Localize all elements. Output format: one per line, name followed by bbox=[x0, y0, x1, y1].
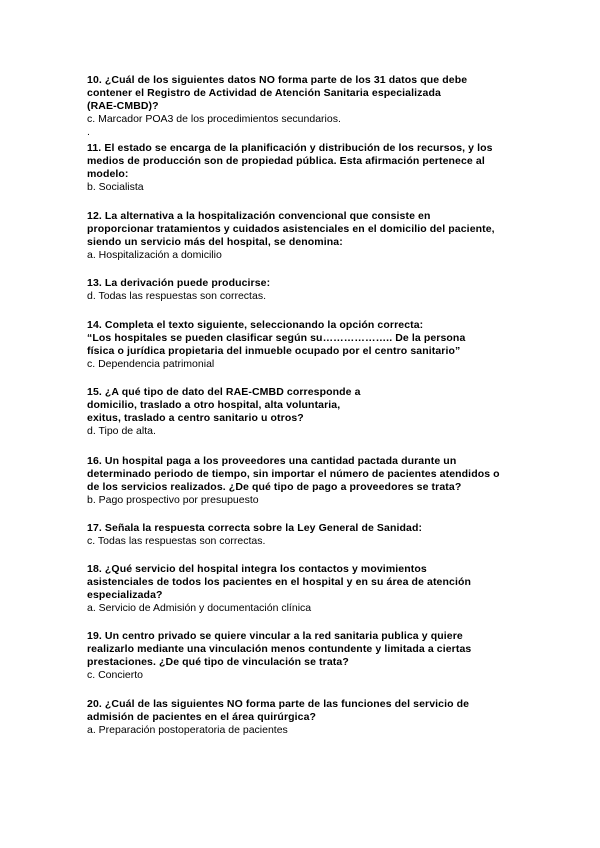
question-14 bbox=[87, 319, 527, 371]
question-line: determinado periodo de tiempo, sin importar el número de pacientes atendidos o bbox=[87, 468, 500, 480]
answer-text: a. Servicio de Admisión y documentación clínica bbox=[87, 602, 312, 614]
question-line: “Los hospitales se pueden clasificar según su……………….. De la persona bbox=[87, 332, 466, 344]
question-line: medios de producción son de propiedad pública. Esta afirmación pertenece al bbox=[87, 155, 485, 167]
question-line: (RAE-CMBD)? bbox=[87, 100, 159, 112]
answer-text: b. Pago prospectivo por presupuesto bbox=[87, 494, 259, 506]
answer-text: a. Hospitalización a domicilio bbox=[87, 249, 222, 261]
answer-text: c. Marcador POA3 de los procedimientos secundarios. bbox=[87, 113, 341, 125]
answer-text: a. Preparación postoperatoria de pacientes bbox=[87, 724, 288, 736]
question-line: proporcionar tratamientos y cuidados asistenciales en el domicilio del paciente, bbox=[87, 223, 495, 235]
question-text bbox=[87, 386, 527, 425]
question-line: siendo un servicio más del hospital, se denomina: bbox=[87, 236, 343, 248]
question-13 bbox=[87, 277, 527, 303]
question-line: modelo: bbox=[87, 168, 129, 180]
question-line: 16. Un hospital paga a los proveedores una cantidad pactada durante un bbox=[87, 455, 457, 467]
question-line: asistenciales de todos los pacientes en el hospital y en su área de atención bbox=[87, 576, 471, 588]
question-text bbox=[87, 698, 527, 724]
answer-text: c. Concierto bbox=[87, 669, 144, 681]
answer-text: d. Tipo de alta. bbox=[87, 425, 156, 437]
question-line: 19. Un centro privado se quiere vincular a la red sanitaria publica y quiere bbox=[87, 630, 463, 642]
question-line: 10. ¿Cuál de los siguientes datos NO forma parte de los 31 datos que debe bbox=[87, 74, 468, 86]
question-line: exitus, traslado a centro sanitario u otros? bbox=[87, 412, 304, 424]
question-line: 14. Completa el texto siguiente, seleccionando la opción correcta: bbox=[87, 319, 424, 331]
question-line: 20. ¿Cuál de las siguientes NO forma parte de las funciones del servicio de bbox=[87, 698, 470, 710]
question-19 bbox=[87, 630, 527, 682]
question-20 bbox=[87, 698, 527, 737]
question-line: 15. ¿A qué tipo de dato del RAE-CMBD corresponde a bbox=[87, 386, 361, 398]
question-line: 13. La derivación puede producirse: bbox=[87, 277, 271, 289]
stray-mark: . bbox=[87, 126, 90, 138]
question-17 bbox=[87, 522, 527, 548]
question-18 bbox=[87, 563, 527, 615]
question-text bbox=[87, 74, 527, 113]
question-text bbox=[87, 455, 527, 494]
question-line: 11. El estado se encarga de la planificación y distribución de los recursos, y los bbox=[87, 142, 493, 154]
answer-text: c. Dependencia patrimonial bbox=[87, 358, 215, 370]
question-text bbox=[87, 522, 527, 535]
question-line: 18. ¿Qué servicio del hospital integra los contactos y movimientos bbox=[87, 563, 427, 575]
question-line: de los servicios realizados. ¿De qué tipo de pago a proveedores se trata? bbox=[87, 481, 462, 493]
answer-text: c. Todas las respuestas son correctas. bbox=[87, 535, 266, 547]
question-text bbox=[87, 319, 527, 358]
question-16 bbox=[87, 455, 527, 507]
question-line: contener el Registro de Actividad de Atención Sanitaria especializada bbox=[87, 87, 441, 99]
question-line: domicilio, traslado a otro hospital, alta voluntaria, bbox=[87, 399, 341, 411]
question-text bbox=[87, 563, 527, 602]
question-line: 17. Señala la respuesta correcta sobre la Ley General de Sanidad: bbox=[87, 522, 423, 534]
answer-text: b. Socialista bbox=[87, 181, 144, 193]
question-text bbox=[87, 210, 527, 249]
question-line: admisión de pacientes en el área quirúrgica? bbox=[87, 711, 317, 723]
question-11 bbox=[87, 142, 527, 194]
question-12 bbox=[87, 210, 527, 262]
answer-text: d. Todas las respuestas son correctas. bbox=[87, 290, 266, 302]
question-line: prestaciones. ¿De qué tipo de vinculación se trata? bbox=[87, 656, 349, 668]
question-text bbox=[87, 630, 527, 669]
question-15 bbox=[87, 386, 527, 438]
question-line: física o jurídica propietaria del inmueble ocupado por el centro sanitario” bbox=[87, 345, 461, 357]
question-line: 12. La alternativa a la hospitalización convencional que consiste en bbox=[87, 210, 431, 222]
question-line: realizarlo mediante una vinculación menos contundente y limitada a ciertas bbox=[87, 643, 472, 655]
question-text bbox=[87, 277, 527, 290]
question-10 bbox=[87, 74, 527, 139]
question-text bbox=[87, 142, 527, 181]
question-line: especializada? bbox=[87, 589, 163, 601]
